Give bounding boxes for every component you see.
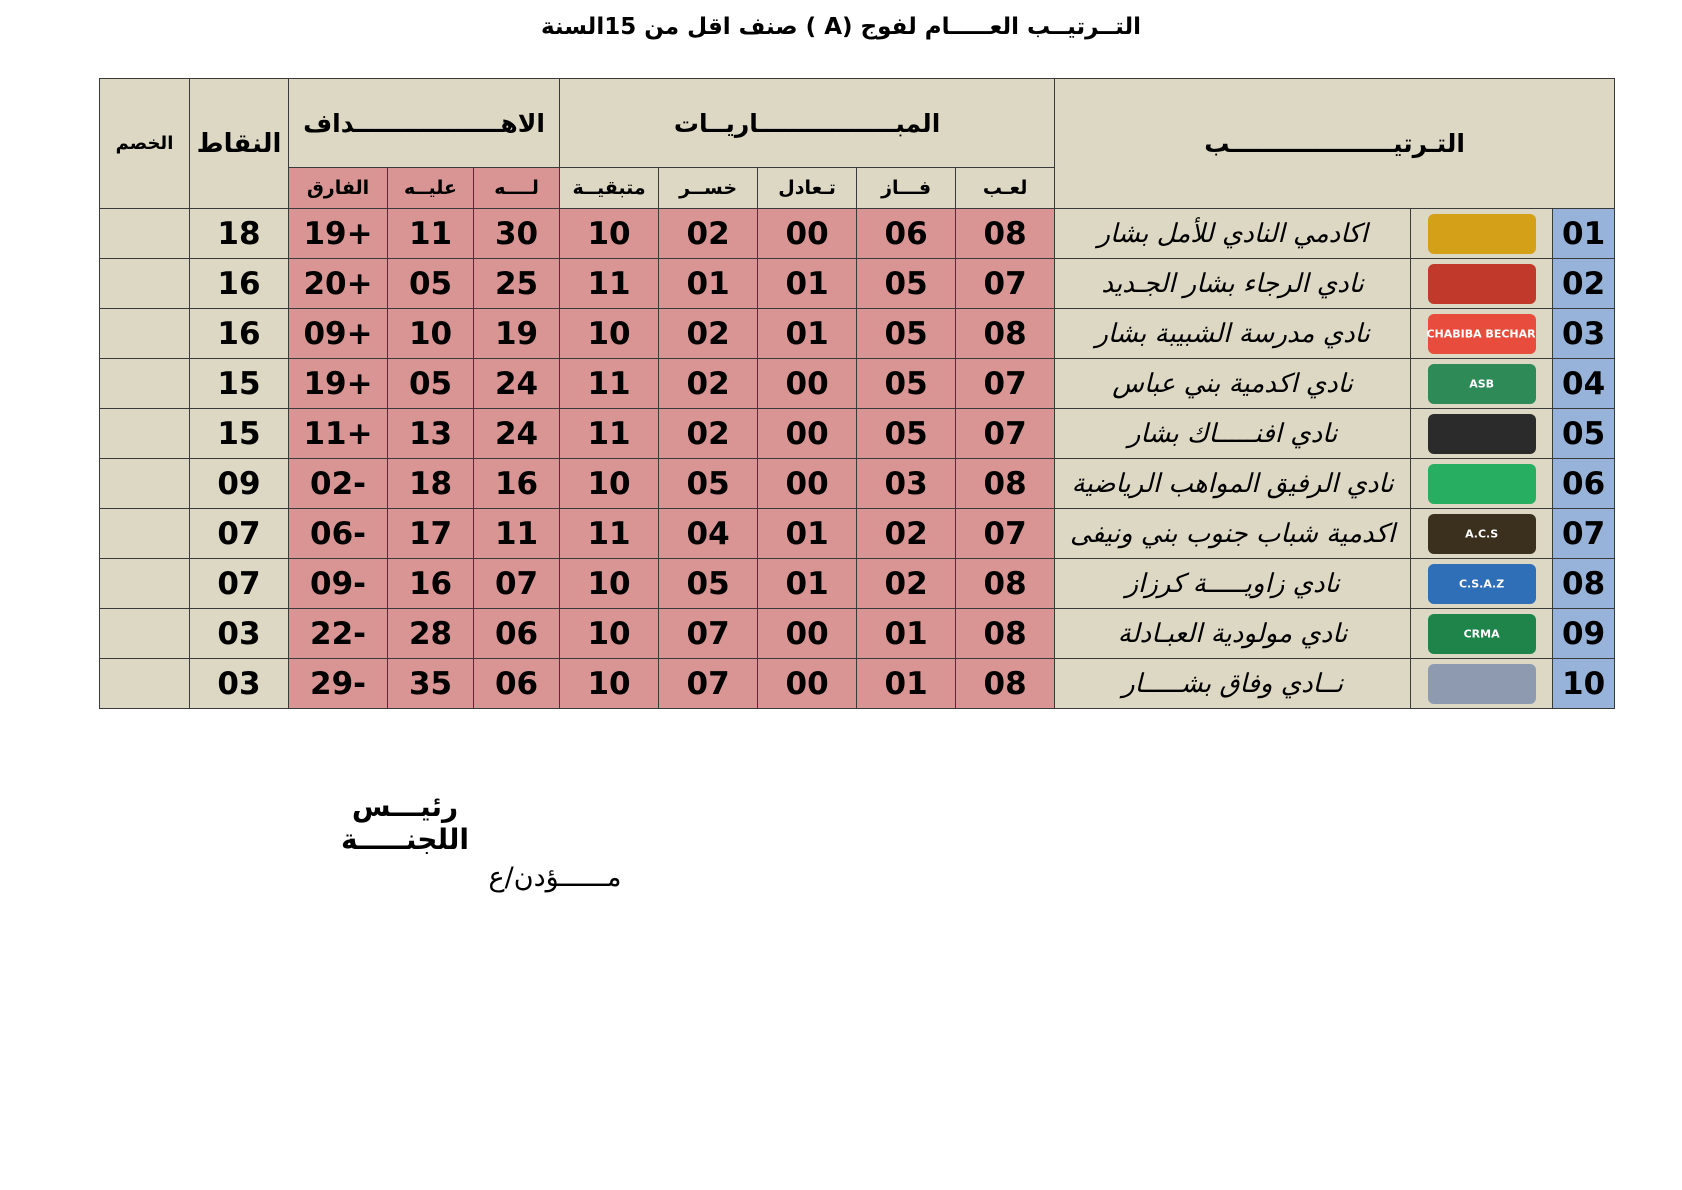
lost-cell: 07	[659, 609, 758, 659]
points-cell: 03	[190, 609, 289, 659]
club-logo-cell	[1411, 509, 1553, 559]
drawn-cell: 00	[758, 409, 857, 459]
drawn-cell: 01	[758, 259, 857, 309]
logo-text: CRMA	[1463, 627, 1500, 640]
header-lost: خســر	[659, 168, 758, 209]
club-logo-cell	[1411, 559, 1553, 609]
deduction-cell	[100, 409, 190, 459]
played-cell: 08	[956, 209, 1055, 259]
signature-title: رئيـــس اللجنـــــة	[341, 790, 469, 856]
drawn-cell: 00	[758, 209, 857, 259]
points-cell: 03	[190, 659, 289, 709]
goals-against-cell: 35	[388, 659, 474, 709]
table-row	[100, 609, 1615, 659]
points-cell: 07	[190, 509, 289, 559]
lost-cell: 02	[659, 359, 758, 409]
club-logo-cell	[1411, 409, 1553, 459]
played-cell: 08	[956, 659, 1055, 709]
rank-cell: 04	[1553, 359, 1615, 409]
drawn-cell: 01	[758, 509, 857, 559]
rank-cell: 01	[1553, 209, 1615, 259]
logo-text: A.C.S	[1465, 527, 1499, 540]
deduction-cell	[100, 609, 190, 659]
lost-cell: 05	[659, 559, 758, 609]
club-name: اكادمي النادي للأمل بشار	[1055, 209, 1411, 259]
lost-cell: 01	[659, 259, 758, 309]
header-remaining: متبقيــة	[560, 168, 659, 209]
wifak-logo	[1428, 664, 1536, 704]
lost-cell: 02	[659, 209, 758, 259]
club-name: نادي مولودية العبـادلة	[1055, 609, 1411, 659]
header-goals-for: لــــه	[474, 168, 560, 209]
standings-table	[99, 78, 1615, 709]
page-title: التــرتيــب العـــــام لفوج (A ) صنف اقل من 15السنة	[540, 14, 1142, 40]
table-row	[100, 509, 1615, 559]
table-row	[100, 259, 1615, 309]
club-name: نادي مدرسة الشبيبة بشار	[1055, 309, 1411, 359]
deduction-cell	[100, 559, 190, 609]
club-name: اكدمية شباب جنوب بني ونيفى	[1055, 509, 1411, 559]
drawn-cell: 00	[758, 359, 857, 409]
deduction-cell	[100, 359, 190, 409]
deduction-cell	[100, 509, 190, 559]
deduction-cell	[100, 209, 190, 259]
points-cell: 18	[190, 209, 289, 259]
won-cell: 02	[857, 509, 956, 559]
table-row	[100, 459, 1615, 509]
goals-for-cell: 06	[474, 609, 560, 659]
goals-against-cell: 05	[388, 359, 474, 409]
header-deduction: الخصم	[100, 79, 190, 209]
rank-cell: 09	[1553, 609, 1615, 659]
won-cell: 06	[857, 209, 956, 259]
drawn-cell: 00	[758, 609, 857, 659]
logo-text: ASB	[1469, 377, 1495, 390]
remaining-cell: 11	[560, 409, 659, 459]
played-cell: 07	[956, 409, 1055, 459]
club-name: نادي اكدمية بني عباس	[1055, 359, 1411, 409]
table-row	[100, 409, 1615, 459]
drawn-cell: 00	[758, 659, 857, 709]
remaining-cell: 10	[560, 309, 659, 359]
header-matches: المبــــــــــــــــاريــات	[560, 79, 1055, 168]
points-cell: 16	[190, 259, 289, 309]
points-cell: 15	[190, 359, 289, 409]
table-row	[100, 209, 1615, 259]
remaining-cell: 11	[560, 509, 659, 559]
won-cell: 01	[857, 659, 956, 709]
goal-diff-cell: +20	[289, 259, 388, 309]
club-logo-cell	[1411, 459, 1553, 509]
remaining-cell: 11	[560, 259, 659, 309]
points-cell: 07	[190, 559, 289, 609]
rank-cell: 03	[1553, 309, 1615, 359]
acs-logo	[1428, 514, 1536, 554]
drawn-cell: 01	[758, 559, 857, 609]
lost-cell: 07	[659, 659, 758, 709]
asb-logo	[1428, 364, 1536, 404]
lost-cell: 02	[659, 409, 758, 459]
goals-against-cell: 05	[388, 259, 474, 309]
goals-for-cell: 24	[474, 409, 560, 459]
club-logo-cell	[1411, 209, 1553, 259]
played-cell: 08	[956, 559, 1055, 609]
ama-logo	[1428, 214, 1536, 254]
goals-against-cell: 13	[388, 409, 474, 459]
club-name: نادي الرجاء بشار الجـديد	[1055, 259, 1411, 309]
table-row	[100, 309, 1615, 359]
goals-against-cell: 16	[388, 559, 474, 609]
chabiba-logo	[1428, 314, 1536, 354]
header-goals-against: عليــه	[388, 168, 474, 209]
played-cell: 07	[956, 259, 1055, 309]
header-won: فـــاز	[857, 168, 956, 209]
goal-diff-cell: +11	[289, 409, 388, 459]
table-row	[100, 659, 1615, 709]
goals-for-cell: 24	[474, 359, 560, 409]
deduction-cell	[100, 459, 190, 509]
header-goals: الاهـــــــــــــــــداف	[289, 79, 560, 168]
club-logo-cell	[1411, 259, 1553, 309]
goals-for-cell: 30	[474, 209, 560, 259]
club-logo-cell	[1411, 609, 1553, 659]
goal-diff-cell: +09	[289, 309, 388, 359]
won-cell: 05	[857, 259, 956, 309]
played-cell: 08	[956, 459, 1055, 509]
club-logo-cell	[1411, 659, 1553, 709]
logo-text: C.S.A.Z	[1458, 577, 1505, 590]
table-row	[100, 559, 1615, 609]
csaz-logo	[1428, 564, 1536, 604]
club-logo-cell	[1411, 359, 1553, 409]
remaining-cell: 10	[560, 659, 659, 709]
goal-diff-cell: -22	[289, 609, 388, 659]
header-played: لعـب	[956, 168, 1055, 209]
goal-diff-cell: -09	[289, 559, 388, 609]
crma-logo	[1428, 614, 1536, 654]
lost-cell: 05	[659, 459, 758, 509]
rank-cell: 05	[1553, 409, 1615, 459]
club-name: نادي الرفيق المواهب الرياضية	[1055, 459, 1411, 509]
played-cell: 07	[956, 359, 1055, 409]
club-logo-cell	[1411, 309, 1553, 359]
rank-cell: 08	[1553, 559, 1615, 609]
lost-cell: 02	[659, 309, 758, 359]
goals-against-cell: 18	[388, 459, 474, 509]
drawn-cell: 00	[758, 459, 857, 509]
won-cell: 03	[857, 459, 956, 509]
goals-for-cell: 25	[474, 259, 560, 309]
remaining-cell: 10	[560, 459, 659, 509]
club-name: نادي افنـــــاك بشار	[1055, 409, 1411, 459]
goal-diff-cell: -29	[289, 659, 388, 709]
deduction-cell	[100, 309, 190, 359]
goals-against-cell: 11	[388, 209, 474, 259]
played-cell: 08	[956, 309, 1055, 359]
goals-for-cell: 07	[474, 559, 560, 609]
remaining-cell: 10	[560, 559, 659, 609]
header-ranking: التـرتيـــــــــــــــــــب	[1055, 79, 1615, 209]
won-cell: 05	[857, 359, 956, 409]
played-cell: 07	[956, 509, 1055, 559]
won-cell: 01	[857, 609, 956, 659]
rafik-logo	[1428, 464, 1536, 504]
played-cell: 08	[956, 609, 1055, 659]
header-points: النقاط	[190, 79, 289, 209]
goal-diff-cell: -02	[289, 459, 388, 509]
remaining-cell: 10	[560, 609, 659, 659]
header-drawn: تـعادل	[758, 168, 857, 209]
remaining-cell: 11	[560, 359, 659, 409]
drawn-cell: 01	[758, 309, 857, 359]
points-cell: 16	[190, 309, 289, 359]
goal-diff-cell: +19	[289, 359, 388, 409]
club-name: نادي زاويـــــة كرزاز	[1055, 559, 1411, 609]
deduction-cell	[100, 659, 190, 709]
goal-diff-cell: +19	[289, 209, 388, 259]
rank-cell: 10	[1553, 659, 1615, 709]
goals-for-cell: 16	[474, 459, 560, 509]
signature-name: مــــــؤدن/ع	[488, 862, 622, 893]
deduction-cell	[100, 259, 190, 309]
goals-against-cell: 10	[388, 309, 474, 359]
won-cell: 05	[857, 309, 956, 359]
won-cell: 05	[857, 409, 956, 459]
raja-logo	[1428, 264, 1536, 304]
club-name: نــادي وفاق بشـــــار	[1055, 659, 1411, 709]
goals-for-cell: 06	[474, 659, 560, 709]
goal-diff-cell: -06	[289, 509, 388, 559]
rank-cell: 07	[1553, 509, 1615, 559]
header-goal-diff: الفارق	[289, 168, 388, 209]
points-cell: 15	[190, 409, 289, 459]
points-cell: 09	[190, 459, 289, 509]
rank-cell: 06	[1553, 459, 1615, 509]
rank-cell: 02	[1553, 259, 1615, 309]
lost-cell: 04	[659, 509, 758, 559]
goals-for-cell: 11	[474, 509, 560, 559]
logo-text: CHABIBA BECHAR	[1426, 327, 1536, 340]
goals-against-cell: 17	[388, 509, 474, 559]
table-row	[100, 359, 1615, 409]
afnak-logo	[1428, 414, 1536, 454]
goals-against-cell: 28	[388, 609, 474, 659]
remaining-cell: 10	[560, 209, 659, 259]
goals-for-cell: 19	[474, 309, 560, 359]
won-cell: 02	[857, 559, 956, 609]
